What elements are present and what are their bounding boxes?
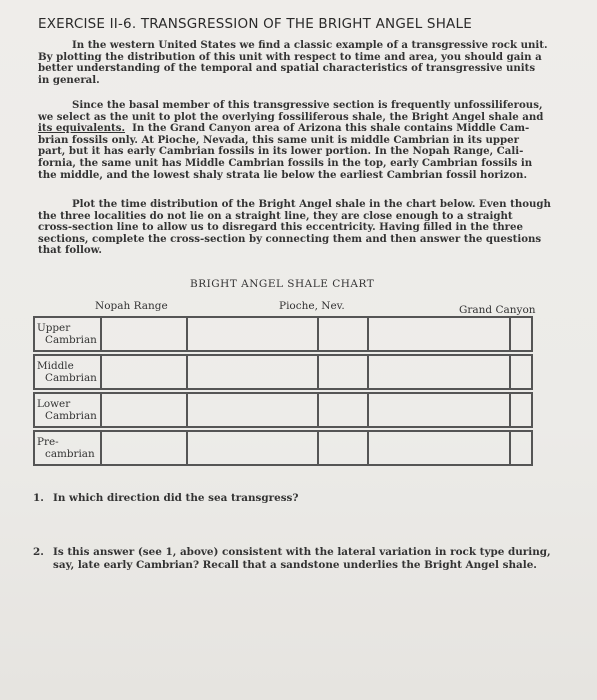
column-header-nopah: Nopah Range [95, 300, 168, 312]
chart-cell[interactable] [319, 356, 369, 388]
paragraph-line: in general. [38, 73, 100, 86]
column-header-pioche: Pioche, Nev. [279, 300, 345, 312]
row-label [35, 432, 102, 464]
chart-row-upper-cambrian [33, 316, 533, 352]
instruction-paragraph [38, 198, 551, 257]
chart-cell[interactable] [511, 394, 531, 426]
chart-row-lower-cambrian [33, 392, 533, 428]
row-label [35, 394, 102, 426]
row-label-line: Middle [37, 360, 74, 372]
shale-chart-grid [33, 316, 533, 468]
chart-row-middle-cambrian [33, 354, 533, 390]
paragraph-line: the three localities do not lie on a straight line, they are close enough to a straight [38, 209, 513, 222]
question-line [33, 546, 551, 559]
paragraph-line: In the western United States we find a classic example of a transgressive rock unit. [72, 39, 548, 51]
chart-cell[interactable] [511, 432, 531, 464]
question-2 [33, 546, 551, 571]
question-line [33, 492, 299, 505]
chart-title: BRIGHT ANGEL SHALE CHART [190, 278, 375, 290]
chart-cell[interactable] [319, 394, 369, 426]
question-line: say, late early Cambrian? Recall that a sandstone underlies the Bright Angel shale. [53, 558, 537, 571]
column-header-grand-canyon: Grand Canyon [459, 304, 536, 316]
fossil-paragraph [38, 100, 548, 181]
paragraph-line: better understanding of the temporal and spatial characteristics of transgressive units [38, 62, 536, 75]
chart-cell[interactable] [369, 394, 511, 426]
chart-cell[interactable] [319, 318, 369, 350]
chart-cell[interactable] [188, 394, 319, 426]
chart-cell[interactable] [102, 318, 188, 350]
chart-cell[interactable] [369, 356, 511, 388]
paragraph-line: sections, complete the cross-section by connecting them and then answer the questions [38, 232, 542, 245]
paragraph-line: cross-section line to allow us to disregard this eccentricity. Having filled in the three [38, 221, 523, 234]
chart-cell[interactable] [369, 318, 511, 350]
paragraph-text: In the Grand Canyon area of Arizona this shale contains Middle Cam- [132, 122, 530, 135]
row-label-line: Upper [37, 322, 71, 334]
chart-cell[interactable] [188, 356, 319, 388]
chart-cell[interactable] [188, 432, 319, 464]
paragraph-line: Plot the time distribution of the Bright Angel shale in the chart below. Even though [72, 198, 551, 210]
chart-cell[interactable] [102, 356, 188, 388]
row-label-line: cambrian [45, 448, 95, 460]
exercise-title: EXERCISE II-6. TRANSGRESSION OF THE BRIGHT ANGEL SHALE [38, 16, 472, 32]
chart-cell[interactable] [319, 432, 369, 464]
intro-paragraph [38, 40, 548, 86]
chart-cell[interactable] [102, 394, 188, 426]
chart-cell[interactable] [511, 318, 531, 350]
paragraph-line: brian fossils only. At Pioche, Nevada, this same unit is middle Cambrian in its upper [38, 133, 519, 146]
chart-cell[interactable] [369, 432, 511, 464]
question-number: 2. [33, 546, 44, 558]
row-label-line: Cambrian [45, 372, 97, 384]
question-text: In which direction did the sea transgress? [53, 492, 299, 504]
chart-cell[interactable] [102, 432, 188, 464]
paragraph-line: part, but it has early Cambrian fossils in its lower portion. In the Nopah Range, Cali- [38, 145, 524, 158]
question-text: Is this answer (see 1, above) consistent with the lateral variation in rock type during, [53, 546, 551, 558]
paragraph-line: the middle, and the lowest shaly strata lie below the earliest Cambrian fossil horizon. [38, 168, 528, 181]
row-label-line: Pre- [37, 436, 59, 448]
row-label-line: Lower [37, 398, 71, 410]
chart-cell[interactable] [511, 356, 531, 388]
question-number: 1. [33, 492, 44, 504]
chart-row-precambrian [33, 430, 533, 466]
paragraph-line: fornia, the same unit has Middle Cambrian fossils in the top, early Cambrian fossils in [38, 156, 533, 169]
row-label-line: Cambrian [45, 410, 97, 422]
paragraph-line: we select as the unit to plot the overlying fossiliferous shale, the Bright Angel shale and [38, 110, 544, 123]
row-label [35, 318, 102, 350]
row-label [35, 356, 102, 388]
paragraph-line: that follow. [38, 244, 102, 257]
chart-cell[interactable] [188, 318, 319, 350]
row-label-line: Cambrian [45, 334, 97, 346]
underlined-phrase: its equivalents. [38, 122, 126, 135]
question-1 [33, 492, 299, 505]
paragraph-line: By plotting the distribution of this unit with respect to time and area, you should gain a [38, 50, 542, 63]
paragraph-line: Since the basal member of this transgressive section is frequently unfossiliferous, [72, 99, 543, 111]
